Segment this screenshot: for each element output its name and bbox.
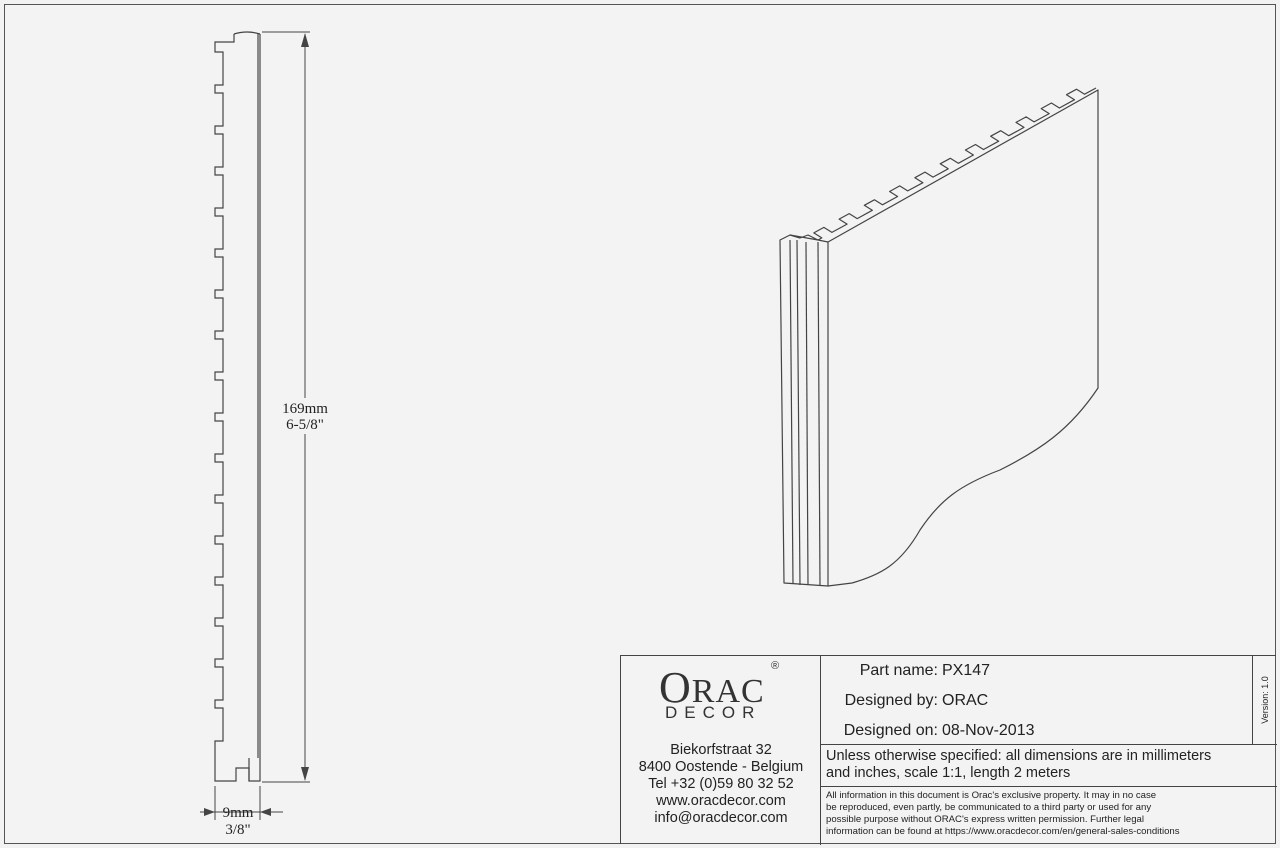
width-arrow-left [204,808,215,816]
legal-notice [821,786,1277,845]
height-dim-mm: 169mm [282,401,328,417]
address-web: www.oracdecor.com [656,793,786,809]
iso-front-line-2 [797,240,800,585]
iso-top-edge-teeth [790,88,1096,240]
designed-on-label: Designed on: [843,722,938,739]
iso-front-line-3 [806,242,808,585]
dim-arrow-bottom [301,767,309,781]
logo-decor: DECOR [665,703,762,722]
legal-line-3: possible purpose without ORAC's express written permission. Further legal [826,814,1145,825]
part-name-row [821,656,1252,686]
height-dim-in: 6-5/8" [286,417,324,433]
part-name-value: PX147 [942,662,991,679]
version-text: Version: 1.0 [1260,676,1270,724]
iso-front-line-4 [818,242,820,586]
address-city: 8400 Oostende - Belgium [638,759,804,775]
designed-by-row [821,686,1252,716]
logo-orac-first: O [659,663,692,712]
designed-on-row [821,716,1252,746]
part-name-label: Part name: [859,662,938,679]
profile-outline [215,34,260,781]
address-street: Biekorfstraat 32 [670,742,772,758]
version-cell [1252,656,1277,744]
specifications-note [821,744,1277,786]
specs-line-2: and inches, scale 1:1, length 2 meters [826,765,1071,781]
legal-line-4: information can be found at https://www.oracdecor.com/en/general-sales-conditions [826,826,1180,837]
width-dim-in: 3/8" [225,822,251,838]
dim-arrow-top [301,33,309,47]
logo-orac-rest: RAC [691,673,765,710]
legal-line-2: be reproduced, even partly, be communicated to a third party or used for any [826,802,1152,813]
logo-cell [621,656,821,845]
iso-front-outline [780,235,828,586]
width-arrow-right [260,808,271,816]
title-block [620,655,1276,844]
isometric-view [780,88,1098,586]
profile-section [215,32,260,781]
designed-by-value: ORAC [942,692,989,709]
width-dim-mm: 9mm [222,805,254,821]
address-email: info@oracdecor.com [654,810,788,826]
company-address [621,742,821,827]
profile-top-cap [234,32,260,34]
designed-on-value: 08-Nov-2013 [942,722,1035,739]
iso-front-line-1 [790,240,793,584]
address-tel: Tel +32 (0)59 80 32 52 [648,776,794,792]
specs-line-1: Unless otherwise specified: all dimensions are in millimeters [826,748,1212,764]
legal-line-1: All information in this document is Orac's exclusive property. It may in no case [826,790,1157,801]
iso-face-outline [828,90,1098,586]
designed-by-label: Designed by: [844,692,938,709]
registered-mark: ® [771,660,780,672]
